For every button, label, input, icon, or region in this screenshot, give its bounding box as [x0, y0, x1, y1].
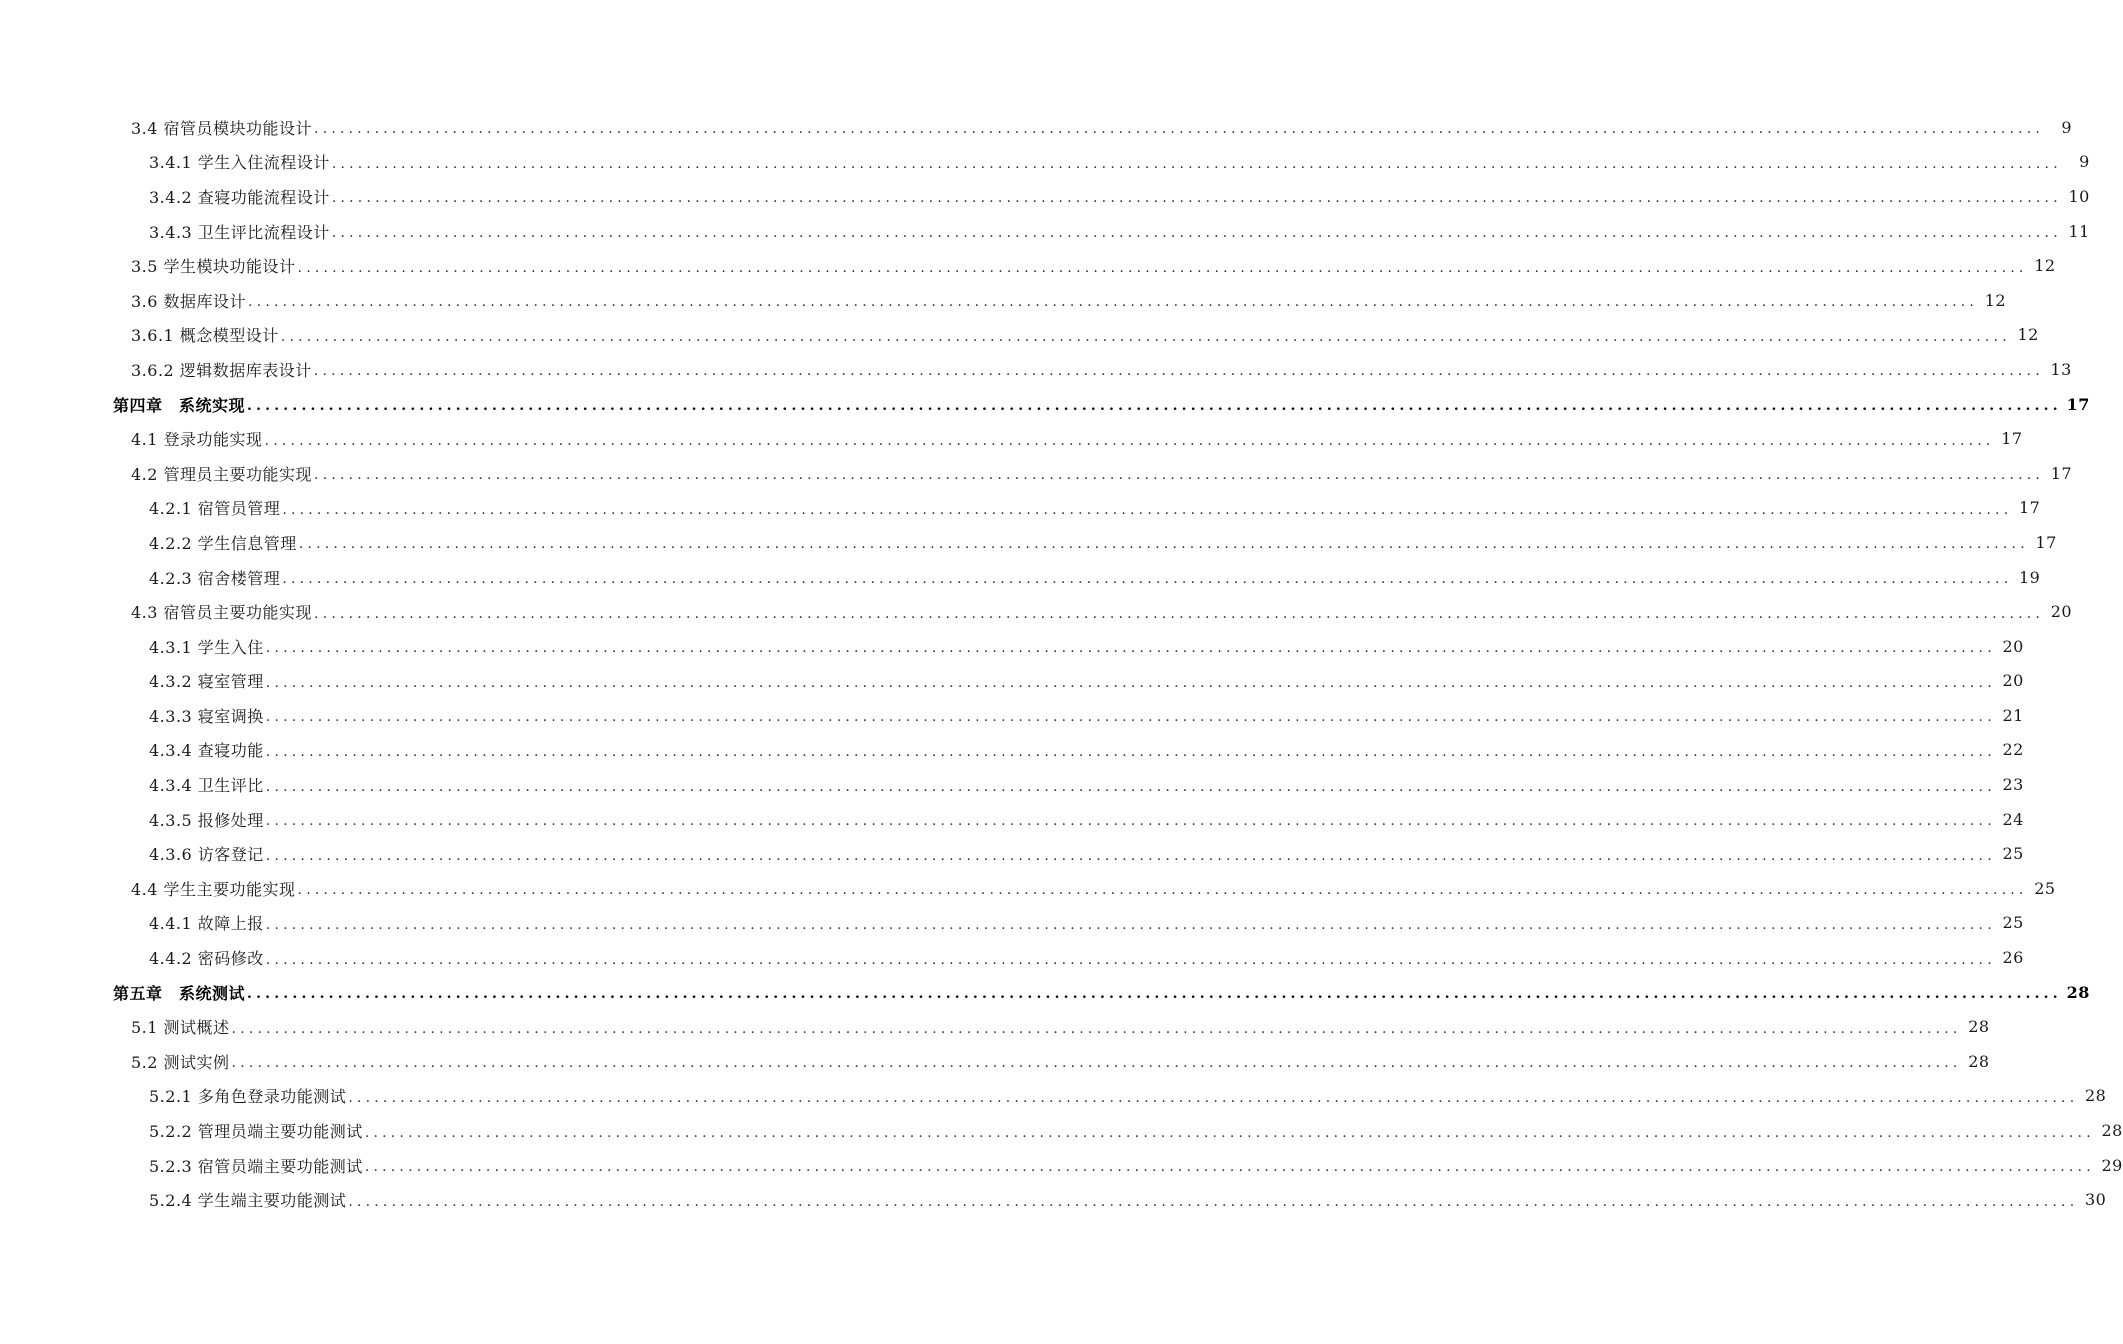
toc-entry-title: 4.4.1 故障上报 [149, 914, 264, 934]
toc-entry-page-number: 12 [1984, 290, 2007, 310]
toc-entry-title: 3.4.3 卫生评比流程设计 [149, 222, 330, 242]
toc-entry[interactable] [0, 1079, 2107, 1114]
toc-entry[interactable] [0, 906, 2024, 941]
toc-entry-title: 3.4 宿管员模块功能设计 [131, 118, 313, 138]
toc-entry-title: 3.6.1 概念模型设计 [131, 326, 279, 346]
toc-entry[interactable] [0, 525, 2057, 560]
toc-entry[interactable] [0, 283, 2007, 318]
toc-entry-page-number: 12 [2017, 325, 2039, 345]
toc-entry-page-number: 11 [2068, 221, 2090, 241]
dot-leader: ........................................................................................................................................................................................................ [231, 1055, 1962, 1072]
toc-entry-page-number: 9 [2061, 117, 2073, 137]
toc-entry[interactable] [0, 940, 2024, 975]
toc-entry[interactable] [0, 871, 2056, 906]
toc-entry-page-number: 28 [2085, 1086, 2107, 1106]
toc-entry[interactable] [0, 491, 2041, 526]
toc-entry-title: 4.3.5 报修处理 [149, 810, 264, 830]
dot-leader: ........................................................................................................................................................................................................ [364, 1124, 2095, 1141]
dot-leader: ........................................................................................................................................................................................................ [265, 916, 1996, 933]
dot-leader: ........................................................................................................................................................................................................ [297, 259, 2028, 276]
toc-entry-page-number: 30 [2085, 1190, 2107, 1210]
toc-entry-page-number: 28 [2066, 982, 2090, 1002]
toc-entry[interactable] [0, 836, 2024, 871]
toc-entry-page-number: 17 [2066, 394, 2090, 414]
toc-entry[interactable] [0, 594, 2073, 629]
toc-entry[interactable] [0, 733, 2024, 768]
toc-entry-title: 4.2.2 学生信息管理 [149, 533, 297, 553]
toc-entry[interactable] [0, 560, 2041, 595]
toc-entry-title: 4.3.1 学生入住 [149, 637, 264, 657]
toc-entry[interactable] [0, 248, 2056, 283]
toc-entry-title: 4.3.3 寝室调换 [149, 706, 264, 726]
toc-entry-title: 4.3 宿管员主要功能实现 [131, 603, 313, 623]
dot-leader: ........................................................................................................................................................................................................ [282, 501, 2013, 518]
dot-leader: ........................................................................................................................................................................................................ [247, 986, 2062, 1003]
toc-entry[interactable] [0, 1113, 2123, 1148]
toc-entry-page-number: 23 [2002, 775, 2024, 795]
toc-entry-page-number: 25 [2002, 913, 2024, 933]
toc-entry-title: 5.2.4 学生端主要功能测试 [149, 1191, 347, 1211]
toc-entry-title: 4.4 学生主要功能实现 [131, 879, 296, 899]
toc-entry-title: 3.4.1 学生入住流程设计 [149, 153, 330, 173]
toc-entry-page-number: 28 [2101, 1121, 2123, 1141]
toc-entry-title: 5.1 测试概述 [131, 1018, 230, 1038]
dot-leader: ........................................................................................................................................................................................................ [314, 467, 2045, 484]
toc-entry-page-number: 12 [2034, 256, 2056, 276]
dot-leader: ........................................................................................................................................................................................................ [264, 432, 1995, 449]
toc-entry-page-number: 22 [2002, 740, 2024, 760]
table-of-contents [0, 110, 2123, 1217]
dot-leader: ........................................................................................................................................................................................................ [313, 363, 2044, 380]
toc-entry-title: 5.2.1 多角色登录功能测试 [149, 1087, 347, 1107]
toc-entry[interactable] [0, 1182, 2107, 1217]
toc-entry-title: 3.5 学生模块功能设计 [131, 257, 296, 277]
toc-chapter-entry[interactable] [0, 975, 2090, 1010]
dot-leader: ........................................................................................................................................................................................................ [348, 1193, 2079, 1210]
toc-entry-page-number: 25 [2002, 844, 2024, 864]
dot-leader: ........................................................................................................................................................................................................ [265, 778, 1996, 795]
dot-leader: ........................................................................................................................................................................................................ [297, 882, 2028, 899]
toc-entry[interactable] [0, 1148, 2123, 1183]
dot-leader: ........................................................................................................................................................................................................ [265, 847, 1996, 864]
dot-leader: ........................................................................................................................................................................................................ [331, 155, 2062, 172]
toc-entry[interactable] [0, 179, 2090, 214]
toc-entry[interactable] [0, 214, 2090, 249]
toc-entry-title: 3.6.2 逻辑数据库表设计 [131, 360, 312, 380]
dot-leader: ........................................................................................................................................................................................................ [298, 536, 2029, 553]
dot-leader: ........................................................................................................................................................................................................ [348, 1089, 2079, 1106]
toc-entry-title: 4.3.4 查寝功能 [149, 741, 264, 761]
toc-entry-title: 5.2.2 管理员端主要功能测试 [149, 1122, 363, 1142]
toc-entry-title: 4.4.2 密码修改 [149, 949, 264, 969]
dot-leader: ........................................................................................................................................................................................................ [331, 190, 2062, 207]
toc-entry-page-number: 10 [2068, 186, 2090, 206]
toc-entry-title: 4.2.1 宿管员管理 [149, 499, 281, 519]
dot-leader: ........................................................................................................................................................................................................ [265, 674, 1996, 691]
toc-entry[interactable] [0, 456, 2073, 491]
toc-entry-title: 4.2.3 宿舍楼管理 [149, 568, 281, 588]
toc-entry[interactable] [0, 664, 2024, 699]
toc-entry-page-number: 25 [2034, 878, 2056, 898]
toc-entry-page-number: 28 [1968, 1017, 1990, 1037]
dot-leader: ........................................................................................................................................................................................................ [265, 951, 1996, 968]
toc-entry-title: 4.3.6 访客登记 [149, 845, 264, 865]
dot-leader: ........................................................................................................................................................................................................ [247, 398, 2062, 415]
toc-entry-page-number: 17 [2050, 463, 2073, 483]
toc-entry-page-number: 20 [2050, 602, 2073, 622]
toc-entry-page-number: 17 [2035, 532, 2057, 552]
toc-entry[interactable] [0, 110, 2073, 145]
toc-entry-title: 3.6 数据库设计 [131, 291, 247, 311]
dot-leader: ........................................................................................................................................................................................................ [314, 121, 2045, 138]
dot-leader: ........................................................................................................................................................................................................ [314, 605, 2045, 622]
toc-entry-page-number: 20 [2002, 671, 2024, 691]
toc-entry-page-number: 24 [2002, 809, 2024, 829]
toc-entry-title: 第五章 系统测试 [113, 983, 246, 1003]
toc-entry-page-number: 21 [2002, 705, 2024, 725]
toc-entry[interactable] [0, 802, 2024, 837]
dot-leader: ........................................................................................................................................................................................................ [282, 571, 2013, 588]
toc-entry-page-number: 28 [1968, 1051, 1990, 1071]
toc-entry-page-number: 13 [2050, 359, 2072, 379]
toc-entry-page-number: 9 [2079, 152, 2090, 172]
dot-leader: ........................................................................................................................................................................................................ [231, 1020, 1962, 1037]
dot-leader: ........................................................................................................................................................................................................ [331, 225, 2062, 242]
toc-entry-title: 4.3.4 卫生评比 [149, 776, 264, 796]
toc-entry-page-number: 26 [2002, 948, 2024, 968]
toc-entry[interactable] [0, 1044, 1990, 1079]
dot-leader: ........................................................................................................................................................................................................ [364, 1159, 2095, 1176]
toc-entry-page-number: 17 [2019, 498, 2041, 518]
dot-leader: ........................................................................................................................................................................................................ [265, 709, 1996, 726]
toc-entry-title: 4.1 登录功能实现 [131, 430, 263, 450]
dot-leader: ........................................................................................................................................................................................................ [248, 294, 1979, 311]
toc-entry[interactable] [0, 767, 2024, 802]
toc-entry-page-number: 29 [2101, 1155, 2123, 1175]
toc-entry-title: 4.3.2 寝室管理 [149, 672, 264, 692]
toc-entry-title: 5.2.3 宿管员端主要功能测试 [149, 1156, 363, 1176]
toc-entry-page-number: 17 [2001, 429, 2023, 449]
toc-entry-title: 3.4.2 查寝功能流程设计 [149, 187, 330, 207]
toc-entry[interactable] [0, 318, 2039, 353]
toc-entry[interactable] [0, 698, 2024, 733]
toc-entry[interactable] [0, 352, 2072, 387]
toc-entry-page-number: 19 [2019, 567, 2041, 587]
toc-entry[interactable] [0, 1009, 1990, 1044]
dot-leader: ........................................................................................................................................................................................................ [265, 640, 1996, 657]
dot-leader: ........................................................................................................................................................................................................ [265, 743, 1996, 760]
dot-leader: ........................................................................................................................................................................................................ [265, 813, 1996, 830]
toc-entry-page-number: 20 [2002, 636, 2024, 656]
toc-entry-title: 5.2 测试实例 [131, 1052, 230, 1072]
toc-entry-title: 4.2 管理员主要功能实现 [131, 464, 313, 484]
toc-entry[interactable] [0, 421, 2023, 456]
dot-leader: ........................................................................................................................................................................................................ [280, 328, 2011, 345]
toc-entry[interactable] [0, 629, 2024, 664]
toc-entry[interactable] [0, 145, 2090, 180]
toc-entry-title: 第四章 系统实现 [113, 395, 246, 415]
toc-chapter-entry[interactable] [0, 387, 2090, 422]
